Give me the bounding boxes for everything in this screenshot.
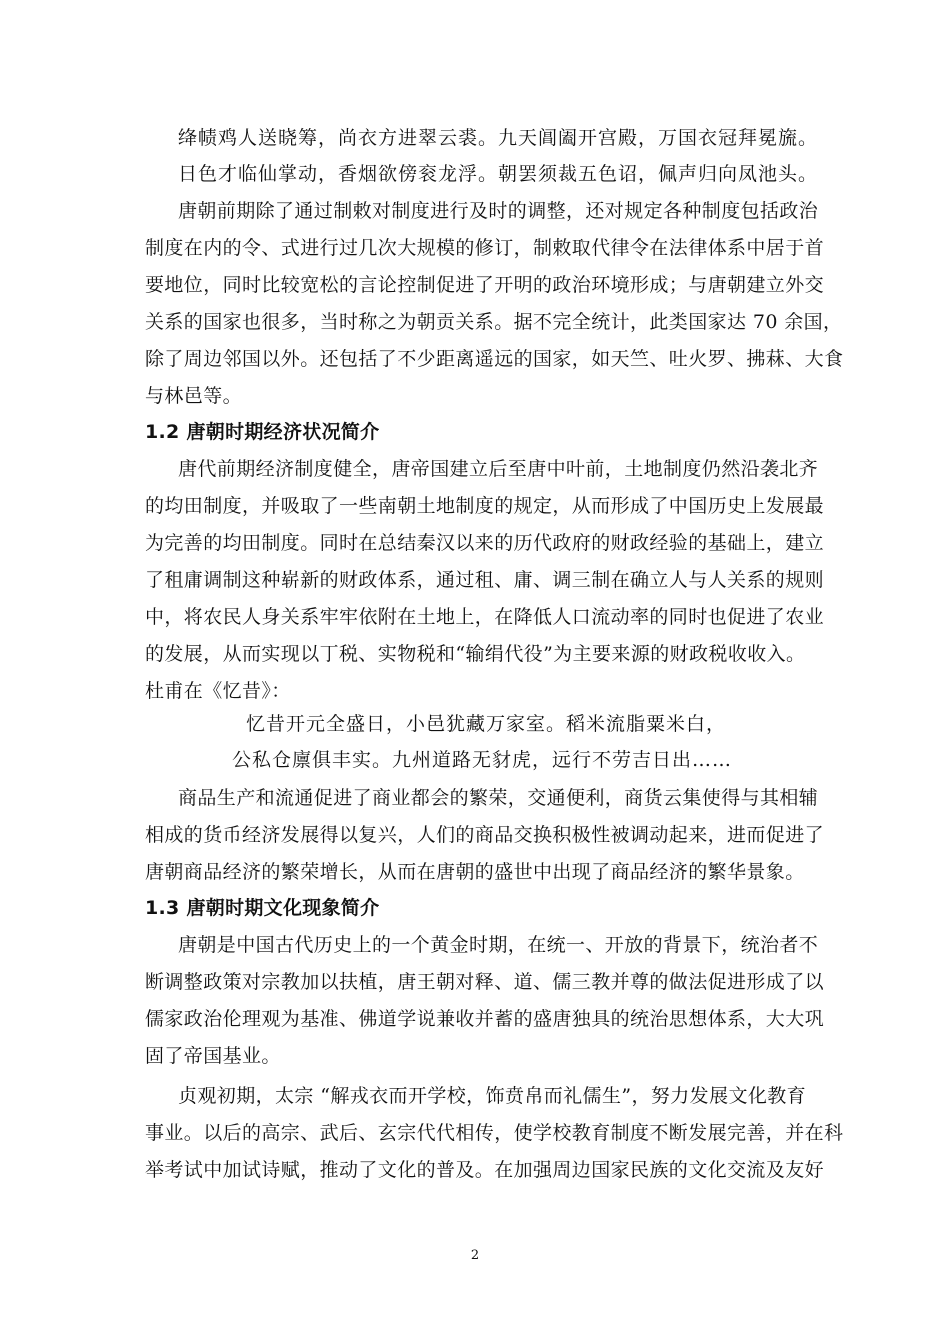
section-heading: 1.3 唐朝时期文化现象简介 [145,897,380,919]
paragraph-line: 儒家政治伦理观为基准、佛道学说兼收并蓄的盛唐独具的统治思想体系，大大巩 [145,1008,825,1030]
paragraph-line: 商品生产和流通促进了商业都会的繁荣，交通便利，商货云集使得与其相辅 [178,787,819,809]
section-heading: 1.2 唐朝时期经济状况简介 [145,421,380,443]
paragraph-line: 杜甫在《忆昔》： [145,680,291,702]
paragraph-line: 唐朝是中国古代历史上的一个黄金时期，在统一、开放的背景下，统治者不 [178,934,819,956]
paragraph-line: 的均田制度，并吸取了一些南朝土地制度的规定，从而形成了中国历史上发展最 [145,495,825,517]
paragraph-line: 了租庸调制这种崭新的财政体系，通过租、庸、调三制在确立人与人关系的规则 [145,569,825,591]
paragraph-line: 唐代前期经济制度健全，唐帝国建立后至唐中叶前，土地制度仍然沿袭北齐 [178,458,819,480]
poem-line: 公私仓廪俱丰实。九州道路无豺虎，远行不劳吉日出…… [232,749,733,771]
paragraph-line: 与林邑等。 [145,385,243,407]
poem-line: 日色才临仙掌动，香烟欲傍衮龙浮。朝罢须裁五色诏，佩声归向凤池头。 [178,163,819,185]
poem-line: 忆昔开元全盛日，小邑犹藏万家室。稻米流脂粟米白， [246,713,727,735]
poem-line: 绛帻鸡人送晓筹，尚衣方进翠云裘。九天阊阖开宫殿，万国衣冠拜冕旒。 [178,127,819,149]
paragraph-line: 唐朝前期除了通过制敕对制度进行及时的调整，还对规定各种制度包括政治 [178,200,819,222]
paragraph-line: 贞观初期，太宗 “解戎衣而开学校，饰贲帛而礼儒生”，努力发展文化教育 [178,1085,807,1107]
paragraph-line: 举考试中加试诗赋，推动了文化的普及。在加强周边国家民族的文化交流及友好 [145,1159,825,1181]
paragraph-line: 制度在内的令、式进行过几次大规模的修订，制敕取代律令在法律体系中居于首 [145,237,825,259]
paragraph-line: 的发展，从而实现以丁税、实物税和“输绢代役”为主要来源的财政税收收入。 [145,643,806,665]
paragraph-line: 中，将农民人身关系牢牢依附在土地上，在降低人口流动率的同时也促进了农业 [145,606,825,628]
page-number: 2 [470,1248,480,1263]
paragraph-line: 相成的货币经济发展得以复兴，人们的商品交换积极性被调动起来，进而促进了 [145,824,825,846]
paragraph-line: 断调整政策对宗教加以扶植，唐王朝对释、道、儒三教并尊的做法促进形成了以 [145,971,825,993]
paragraph-line: 要地位，同时比较宽松的言论控制促进了开明的政治环境形成；与唐朝建立外交 [145,274,825,296]
paragraph-line: 为完善的均田制度。同时在总结秦汉以来的历代政府的财政经验的基础上，建立 [145,532,825,554]
paragraph-line: 事业。以后的高宗、武后、玄宗代代相传，使学校教育制度不断发展完善，并在科 [145,1122,844,1144]
paragraph-line: 唐朝商品经济的繁荣增长，从而在唐朝的盛世中出现了商品经济的繁华景象。 [145,861,805,883]
paragraph-line: 固了帝国基业。 [145,1045,281,1067]
paragraph-line: 除了周边邻国以外。还包括了不少距离遥远的国家，如天竺、吐火罗、拂菻、大食 [145,348,844,370]
paragraph-line: 关系的国家也很多，当时称之为朝贡关系。据不完全统计，此类国家达 70 余国， [145,311,843,333]
